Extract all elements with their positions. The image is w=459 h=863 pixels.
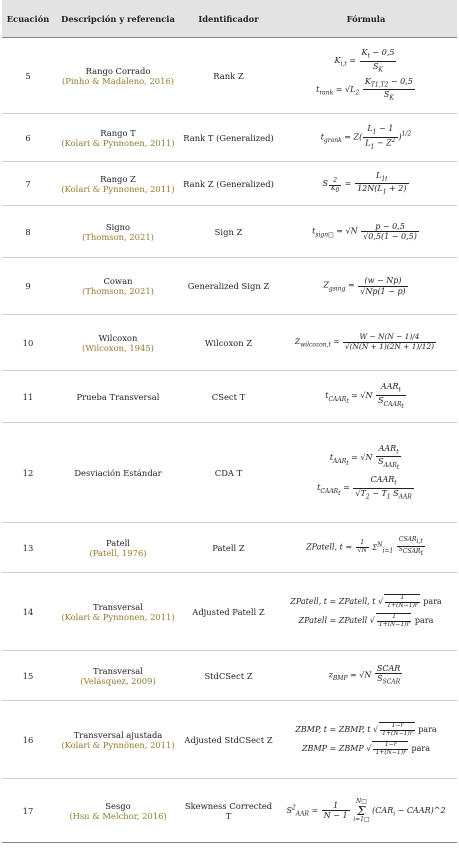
identifier-cell: Adjusted StdCSect Z (182, 701, 275, 779)
description-cell (54, 38, 182, 114)
description-title: Prueba Transversal (76, 391, 160, 402)
description-cell (54, 371, 182, 423)
reference-link[interactable]: (Velásquez, 2009) (80, 675, 156, 686)
formula-cell: $t_{CAAR_t} = √N$ $AAR_t$ $S_{CAAR_t}$ (275, 371, 457, 423)
identifier-cell: Adjusted Patell Z (182, 573, 275, 651)
eq-number: 6 (2, 114, 54, 162)
reference-link[interactable]: (Thomson, 2021) (82, 286, 154, 296)
table-row (2, 651, 457, 701)
header-descripcion: Descripción y referencia (54, 0, 182, 38)
table-row (2, 258, 457, 315)
description-title: Transversal ajustada (73, 729, 163, 740)
description-cell (54, 206, 182, 258)
formula-cell: $Z_{wilcozon,t}$ = $\frac{W - N(N - 1)/4}{√(N(N + 1)(2N + 1)/12)}$ (275, 315, 457, 371)
identifier-cell: Patell Z (182, 523, 275, 573)
description-cell (54, 651, 182, 701)
description-cell (54, 523, 182, 573)
eq-number: 9 (2, 258, 54, 315)
description-title: Rango T (100, 127, 136, 138)
table-row (2, 206, 457, 258)
formula-cell: $S^2_{AAR}$ = $\frac{1}{N - 1}$ N□ Σ i=1□ ($CAR_i$ − CAAR)^2 (275, 779, 457, 843)
description-cell (54, 162, 182, 206)
header-identificador: Identificador (182, 0, 275, 38)
eq-number: 14 (2, 573, 54, 651)
reference-link[interactable]: (Wilcoxon, 1945) (82, 342, 154, 353)
formula-cell: $t_{AAR_t} = √N$ $AAR_t$ $S_{AAR_t}$ $t_{CAAR_t}$ = $CAAR_t$ $√T_2 - T_1$ $S_{AAR}$ (275, 423, 457, 523)
eq-number: 17 (2, 779, 54, 843)
eq-number: 15 (2, 651, 54, 701)
eq-number: 10 (2, 315, 54, 371)
identifier-cell: Sign Z (182, 206, 275, 258)
description-cell (54, 423, 182, 523)
identifier-cell: Rank Z (182, 38, 275, 114)
reference-link[interactable]: (Kolari & Pynnonen, 2011) (61, 137, 175, 148)
eq-number: 7 (2, 162, 54, 206)
table-row (2, 423, 457, 523)
description-title: Sesgo (105, 800, 131, 811)
formula-cell: $t_{grank} = Z$( $\frac{L_1 - 1}{L_1 - Z^2}$ )$^{1/2}$ (275, 114, 457, 162)
reference-link[interactable]: (Patell, 1976) (89, 547, 147, 558)
description-cell (54, 258, 182, 315)
identifier-cell: StdCSect Z (182, 651, 275, 701)
table-row (2, 371, 457, 423)
description-cell (54, 573, 182, 651)
table-row (2, 779, 457, 843)
eq-number: 8 (2, 206, 54, 258)
reference-link[interactable]: (Pinho & Madaleno, 2016) (61, 75, 175, 86)
reference-link[interactable]: (Kolari & Pynnonen, 2011) (61, 183, 175, 194)
formula-cell: $z_{BMP} = √N$ SCAR $S_{SCAR}$ (275, 651, 457, 701)
eq-number: 11 (2, 371, 54, 423)
table-row (2, 573, 457, 651)
table-row (2, 38, 457, 114)
identifier-cell: Skewness Corrected T (182, 779, 275, 843)
reference-link[interactable]: (Kolari & Pynnönen, 2011) (61, 739, 175, 750)
reference-link[interactable]: (Kolari & Pynnonen, 2011) (61, 611, 175, 622)
header-row (2, 0, 457, 38)
reference-link[interactable]: (Hsu & Melchor, 2016) (69, 810, 167, 821)
eq-number: 16 (2, 701, 54, 779)
formula-cell: ZPatell, t = ZPatell, t √ $\frac{1}{1+(N-1)r}$ para ZPatell = ZPatell √ $\frac{1}{1+(N-1)r}$ para (275, 573, 457, 651)
formula-cell: ZBMP, t = ZBMP, t √ $\frac{1-r}{1+(N-1)r}$ para ZBMP = ZBMP √ $\frac{1-r}{1+(N-1)r}$ para (275, 701, 457, 779)
description-title: Desviación Estándar (74, 467, 162, 478)
description-cell (54, 779, 182, 843)
description-title: Wilcoxon (98, 332, 138, 343)
formula-cell: ZPatell, t = $\frac{1}{√N}$ $\Sigma^N_{i=1}$ $CSAR_{i,t}$ $S_{CSAR_t}$ (275, 523, 457, 573)
header-ecuacion: Ecuación (2, 0, 54, 38)
table-row (2, 162, 457, 206)
formula-cell: $t_{sign□} = √N$ $\frac{p - 0,5}{√0,5(1 - 0,5)}$ (275, 206, 457, 258)
description-title: Signo (105, 221, 131, 232)
description-title: Transversal (93, 665, 143, 676)
formula-cell: S $_{\frac{2}{K_0}}$ = $\frac{L_{1t}}{12N(L_1 + 2)}$ (275, 162, 457, 206)
description-title: Patell (106, 537, 130, 548)
reference-link[interactable]: (Thomson, 2021) (82, 231, 154, 242)
formula-cell: $K_{i,t}$ = $\frac{K_t - 0,5}{S_K}$ $t_{rank} = √L_2$ $\frac{K_{T1,T2} - 0,5}{S_K}$ (275, 38, 457, 114)
identifier-cell: Wilcoxon Z (182, 315, 275, 371)
description-title: Rango Corrado (85, 65, 151, 76)
identifier-cell: CDA T (182, 423, 275, 523)
description-cell (54, 701, 182, 779)
table-row (2, 114, 457, 162)
identifier-cell: CSect T (182, 371, 275, 423)
header-formula: Fórmula (275, 0, 457, 38)
table-row (2, 315, 457, 371)
eq-number: 13 (2, 523, 54, 573)
formula-table (2, 0, 457, 843)
identifier-cell: Rank T (Generalized) (182, 114, 275, 162)
identifier-cell: Rank Z (Generalized) (182, 162, 275, 206)
description-title: Rango Z (100, 173, 136, 184)
description-cell (54, 114, 182, 162)
table-row (2, 701, 457, 779)
eq-number: 5 (2, 38, 54, 114)
formula-cell: $Z_{gsing}$ = $\frac{(w - Np)}{√Np(1 - p)}$ (275, 258, 457, 315)
description-title: Transversal (93, 601, 143, 612)
identifier-cell: Generalized Sign Z (182, 258, 275, 315)
description-cell (54, 315, 182, 371)
table-row (2, 523, 457, 573)
description-title: Cowan (103, 276, 133, 286)
eq-number: 12 (2, 423, 54, 523)
